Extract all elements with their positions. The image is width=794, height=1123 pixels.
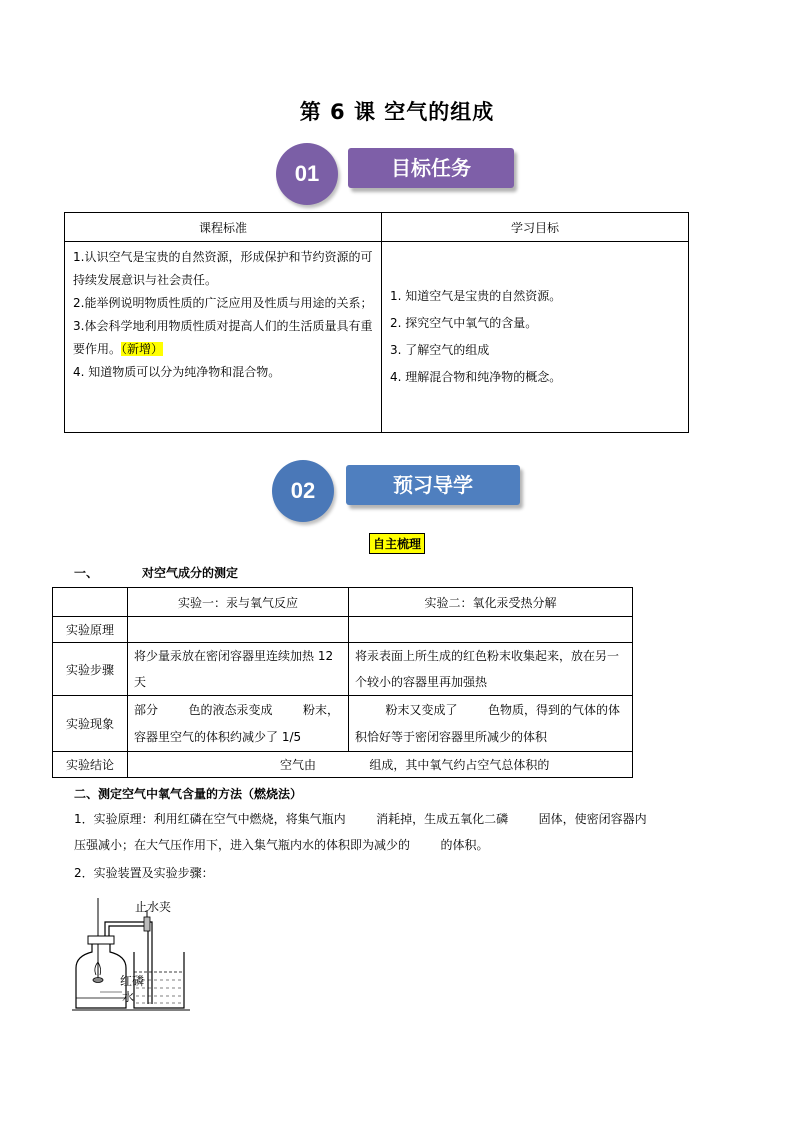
row-label-conclusion: 实验结论 bbox=[53, 752, 128, 778]
standard-item: 1.认识空气是宝贵的自然资源，形成保护和节约资源的可持续发展意识与社会责任。 bbox=[73, 250, 373, 287]
section-two-title: 二、测定空气中氧气含量的方法（燃烧法） bbox=[74, 787, 303, 801]
header-goals: 学习目标 bbox=[382, 213, 689, 242]
standard-item: 3.体会科学地利用物质性质对提高人们的生活质量具有重要作用。（新增） bbox=[73, 319, 373, 356]
page-title: 第 6 课 空气的组成 bbox=[299, 100, 495, 124]
section-badge-02 bbox=[272, 460, 524, 522]
badge-label: 预习导学 bbox=[346, 465, 520, 505]
badge-label: 目标任务 bbox=[348, 148, 514, 188]
clamp-label: 止水夹 bbox=[135, 900, 172, 914]
cell-steps-2: 将汞表面上所生成的红色粉末收集起来，放在另一个较小的容器里再加强热 bbox=[349, 643, 633, 696]
header-standards: 课程标准 bbox=[65, 213, 382, 242]
goals-cell bbox=[382, 242, 689, 433]
standards-cell bbox=[65, 242, 382, 433]
cell-phenomena-2: 粉末又变成了 色物质，得到的气体的体积恰好等于密闭容器里所减少的体积 bbox=[349, 696, 633, 752]
row-label-steps: 实验步骤 bbox=[53, 643, 128, 696]
principle-line-2: 压强减小；在大气压作用下，进入集气瓶内水的体积即为减少的 的体积。 bbox=[74, 838, 489, 852]
experiment-table bbox=[52, 587, 633, 778]
goal-item: 3. 了解空气的组成 bbox=[390, 343, 490, 357]
section-one-title: 对空气成分的测定 bbox=[142, 566, 239, 580]
apparatus-diagram bbox=[60, 890, 210, 1024]
cell-phenomena-1: 部分 色的液态汞变成 粉末，容器里空气的体积约减少了 1/5 bbox=[128, 696, 349, 752]
apparatus-heading: 2．实验装置及实验步骤： bbox=[74, 866, 214, 880]
header-experiment-one: 实验一：汞与氧气反应 bbox=[128, 588, 349, 617]
row-label-principle: 实验原理 bbox=[53, 617, 128, 643]
badge-number: 02 bbox=[272, 460, 334, 522]
badge-number: 01 bbox=[276, 143, 338, 205]
standard-item: 2.能举例说明物质性质的广泛应用及性质与用途的关系； bbox=[73, 296, 373, 310]
curriculum-table bbox=[64, 212, 689, 433]
sub-heading: 自主梳理 bbox=[0, 533, 794, 554]
goal-item: 4. 理解混合物和纯净物的概念。 bbox=[390, 370, 562, 384]
water-label: 水 bbox=[122, 990, 135, 1004]
goal-item: 1. 知道空气是宝贵的自然资源。 bbox=[390, 289, 562, 303]
section-one-number: 一、 bbox=[74, 566, 99, 580]
cell-principle-1 bbox=[128, 617, 349, 643]
cell-steps-1: 将少量汞放在密闭容器里连续加热 12 天 bbox=[128, 643, 349, 696]
goal-item: 2. 探究空气中氧气的含量。 bbox=[390, 316, 538, 330]
header-experiment-two: 实验二：氧化汞受热分解 bbox=[349, 588, 633, 617]
new-tag: （新增） bbox=[121, 342, 164, 356]
standard-item: 4. 知道物质可以分为纯净物和混合物。 bbox=[73, 365, 281, 379]
cell-conclusion: 空气由 组成，其中氧气约占空气总体积的 bbox=[128, 752, 633, 778]
cell-principle-2 bbox=[349, 617, 633, 643]
row-label-phenomena: 实验现象 bbox=[53, 696, 128, 752]
section-badge-01 bbox=[276, 143, 518, 205]
phosphorus-label: 红磷 bbox=[120, 974, 145, 988]
principle-line-1: 1．实验原理：利用红磷在空气中燃烧，将集气瓶内 消耗掉，生成五氧化二磷 固体，使密闭容器内 bbox=[74, 812, 647, 826]
